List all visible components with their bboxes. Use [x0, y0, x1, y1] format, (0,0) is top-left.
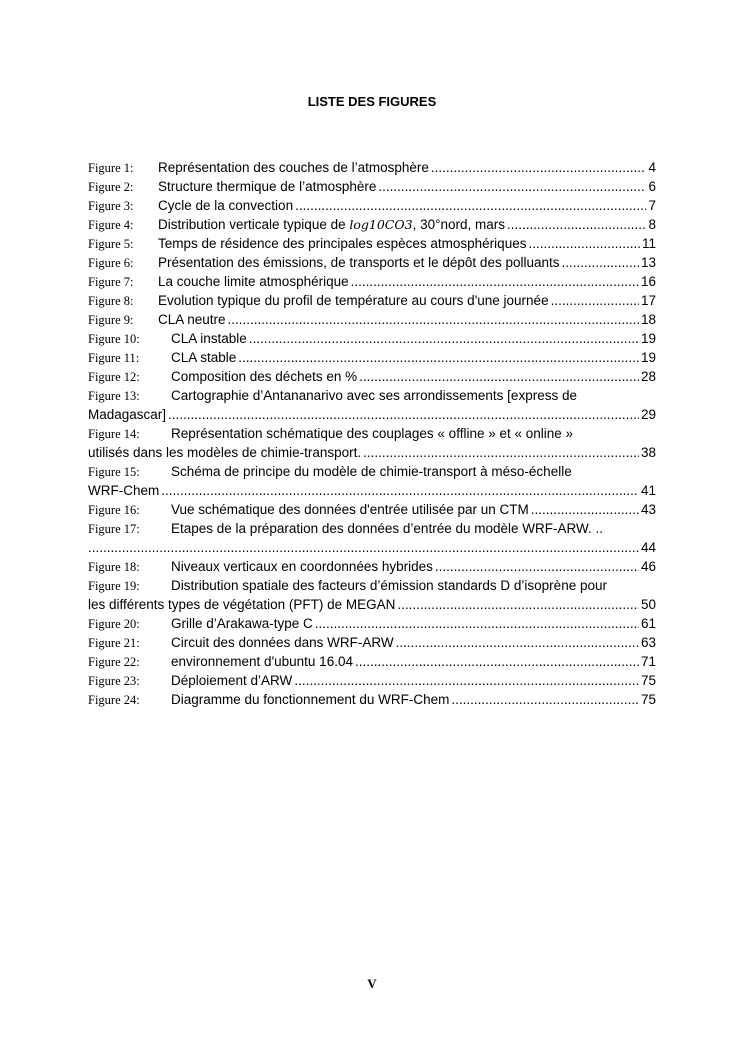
figure-page: 13	[640, 255, 656, 270]
figure-title: Composition des déchets en %	[171, 369, 358, 384]
figure-page: 11	[641, 236, 656, 251]
figure-label: Figure 11:	[88, 351, 140, 365]
figure-title: Cartographie d’Antananarivo avec ses arrondissements [express de	[171, 388, 577, 403]
figure-title: Diagramme du fonctionnement du WRF-Chem	[171, 692, 450, 707]
figure-label: Figure 17:	[88, 522, 140, 536]
figure-page: 8	[648, 217, 656, 232]
list-item[interactable]	[88, 272, 656, 291]
figure-page: 44	[640, 540, 656, 555]
figure-page: 29	[640, 407, 656, 422]
list-item[interactable]	[88, 386, 656, 405]
figure-label: Figure 2:	[88, 180, 134, 194]
list-item[interactable]	[88, 690, 656, 709]
list-item[interactable]	[88, 652, 656, 671]
figure-title: Distribution spatiale des facteurs d’émission standards D d’isoprène pour	[171, 578, 607, 593]
list-item[interactable]	[88, 424, 656, 443]
figure-label: Figure 15:	[88, 465, 140, 479]
figure-page: 75	[640, 692, 656, 707]
list-item[interactable]	[88, 329, 656, 348]
figure-title	[158, 215, 505, 234]
figure-page: 28	[640, 369, 656, 384]
figure-title: CLA neutre	[158, 312, 226, 327]
list-item-continuation[interactable]	[88, 443, 656, 462]
figure-title-part: , 30°nord, mars	[412, 217, 505, 232]
figure-page: 16	[640, 274, 656, 289]
figure-label: Figure 6:	[88, 256, 134, 270]
list-item-continuation[interactable]	[88, 481, 656, 500]
figure-title-cont: utilisés dans les modèles de chimie-transport.	[88, 445, 362, 460]
dot-leader	[294, 671, 639, 690]
dot-leader	[396, 633, 639, 652]
figure-label: Figure 23:	[88, 674, 140, 688]
dot-leader	[88, 538, 639, 557]
figure-page: 7	[648, 198, 656, 213]
figure-title: CLA instable	[171, 331, 247, 346]
figure-label: Figure 7:	[88, 275, 134, 289]
figure-page: 75	[640, 673, 656, 688]
figure-page: 61	[640, 616, 656, 631]
dot-leader	[161, 481, 639, 500]
dot-leader	[562, 253, 639, 272]
list-item[interactable]	[88, 614, 656, 633]
list-item[interactable]	[88, 519, 656, 538]
figure-title: Déploiement d’ARW	[171, 673, 293, 688]
dot-leader	[507, 215, 646, 234]
dot-leader	[397, 595, 639, 614]
page-title: LISTE DES FIGURES	[307, 94, 437, 109]
dot-leader	[551, 291, 639, 310]
list-item-continuation[interactable]	[88, 538, 656, 557]
figure-page: 71	[640, 654, 656, 669]
figure-title: La couche limite atmosphérique	[158, 274, 349, 289]
figure-page: 19	[640, 350, 656, 365]
figure-label: Figure 5:	[88, 237, 134, 251]
figure-title: Présentation des émissions, de transports et le dépôt des polluants	[158, 255, 560, 270]
list-item[interactable]	[88, 557, 656, 576]
figure-title: Cycle de la convection	[158, 198, 294, 213]
figure-label: Figure 4:	[88, 218, 134, 232]
dot-leader	[359, 367, 639, 386]
figure-title: Etapes de la préparation des données d’entrée du modèle WRF-ARW. ..	[171, 521, 603, 536]
figure-label: Figure 22:	[88, 655, 140, 669]
figure-title-cont: les différents types de végétation (PFT) de MEGAN	[88, 597, 396, 612]
dot-leader	[435, 557, 639, 576]
figure-label: Figure 8:	[88, 294, 134, 308]
figure-page: 4	[648, 160, 656, 175]
figure-label: Figure 3:	[88, 199, 134, 213]
figure-label: Figure 9:	[88, 313, 134, 327]
figure-title-cont: Madagascar]	[88, 407, 167, 422]
list-item[interactable]	[88, 158, 656, 177]
list-item[interactable]	[88, 310, 656, 329]
figure-title: CLA stable	[171, 350, 237, 365]
list-item-continuation[interactable]	[88, 595, 656, 614]
figure-label: Figure 14:	[88, 427, 140, 441]
figure-label: Figure 13:	[88, 389, 140, 403]
list-item[interactable]	[88, 234, 656, 253]
figure-page: 6	[648, 179, 656, 194]
page-number: V	[367, 976, 377, 991]
figure-title: environnement d'ubuntu 16.04	[171, 654, 353, 669]
figure-label: Figure 19:	[88, 579, 140, 593]
figure-title: Circuit des données dans WRF-ARW	[171, 635, 394, 650]
figure-title: Représentation schématique des couplages « offline » et « online »	[171, 426, 574, 441]
figure-title: Structure thermique de l’atmosphère	[158, 179, 377, 194]
figure-page: 18	[640, 312, 656, 327]
figure-label: Figure 20:	[88, 617, 140, 631]
figure-title-cont: WRF-Chem	[88, 483, 160, 498]
dot-leader	[355, 652, 639, 671]
figure-page: 46	[640, 559, 656, 574]
list-item[interactable]	[88, 177, 656, 196]
figure-label: Figure 1:	[88, 161, 134, 175]
dot-leader	[295, 196, 646, 215]
list-item[interactable]	[88, 253, 656, 272]
list-item[interactable]	[88, 348, 656, 367]
figure-page: 63	[640, 635, 656, 650]
figure-label: Figure 21:	[88, 636, 140, 650]
dot-leader	[378, 177, 646, 196]
list-item[interactable]	[88, 462, 656, 481]
figure-title: Vue schématique des données d'entrée utilisée par un CTM	[171, 502, 529, 517]
figure-title: Temps de résidence des principales espèces atmosphériques	[158, 236, 527, 251]
figure-page: 41	[640, 483, 656, 498]
figure-page: 43	[640, 502, 656, 517]
list-item[interactable]	[88, 215, 656, 234]
dot-leader	[228, 310, 639, 329]
dot-leader	[249, 329, 639, 348]
figure-label: Figure 24:	[88, 693, 140, 707]
list-item-continuation[interactable]	[88, 405, 656, 424]
dot-leader	[315, 614, 639, 633]
figure-title-part: Distribution verticale typique de	[158, 217, 350, 232]
figure-label: Figure 18:	[88, 560, 140, 574]
dot-leader	[431, 158, 647, 177]
dot-leader	[238, 348, 639, 367]
figure-label: Figure 12:	[88, 370, 140, 384]
figure-label: Figure 16:	[88, 503, 140, 517]
list-item[interactable]	[88, 576, 656, 595]
list-item[interactable]	[88, 500, 656, 519]
figure-page: 38	[640, 445, 656, 460]
figure-title: Schéma de principe du modèle de chimie-transport à méso-échelle	[171, 464, 572, 479]
figure-title: Niveaux verticaux en coordonnées hybrides	[171, 559, 433, 574]
dot-leader	[528, 234, 640, 253]
dot-leader	[351, 272, 639, 291]
figure-title: Grille d’Arakawa-type C	[171, 616, 313, 631]
list-item[interactable]	[88, 671, 656, 690]
figure-list	[88, 158, 656, 709]
dot-leader	[363, 443, 639, 462]
list-item[interactable]	[88, 291, 656, 310]
figure-page: 19	[640, 331, 656, 346]
dot-leader	[451, 690, 639, 709]
figure-page: 17	[640, 293, 656, 308]
dot-leader	[168, 405, 639, 424]
figure-title: Evolution typique du profil de température au cours d'une journée	[158, 293, 549, 308]
figure-title: Représentation des couches de l’atmosphère	[158, 160, 429, 175]
formula: log10CO3	[349, 217, 413, 232]
list-item[interactable]	[88, 367, 656, 386]
list-item[interactable]	[88, 196, 656, 215]
list-item[interactable]	[88, 633, 656, 652]
dot-leader	[531, 500, 639, 519]
figure-label: Figure 10:	[88, 332, 140, 346]
figure-page: 50	[640, 597, 656, 612]
